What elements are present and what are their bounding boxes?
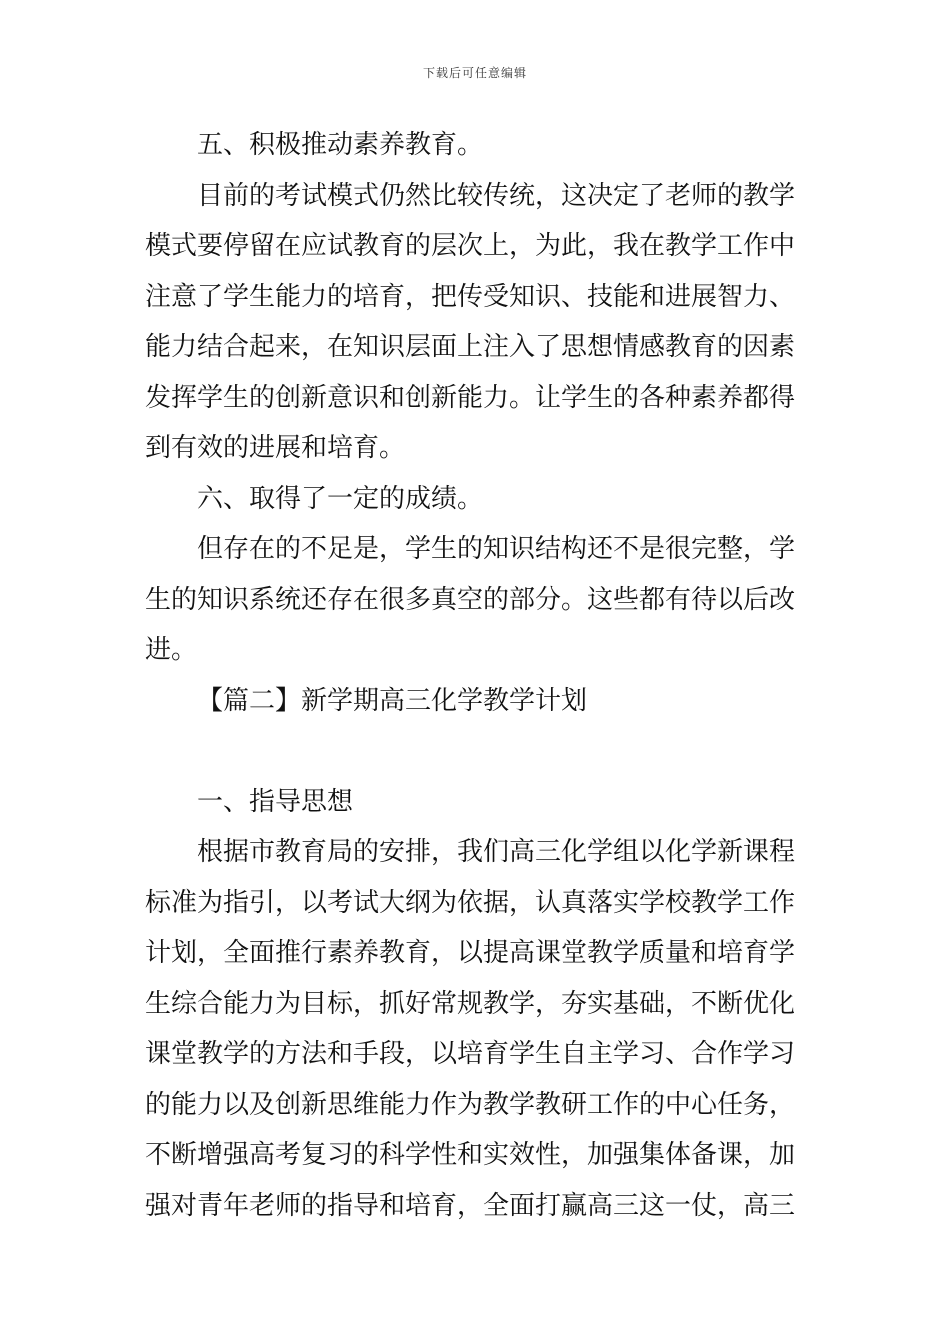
paragraph-line: 的能力以及创新思维能力作为教学教研工作的中心任务， bbox=[145, 1089, 796, 1120]
paragraph-line: 到有效的进展和培育。 bbox=[145, 433, 406, 463]
paragraph-line: 模式要停留在应试教育的层次上，为此，我在教学工作中 bbox=[145, 231, 796, 261]
paragraph-line: 但存在的不足是，学生的知识结构还不是很完整，学 bbox=[197, 534, 796, 564]
paragraph-line: 注意了学生能力的培育，把传受知识、技能和进展智力、 bbox=[145, 281, 796, 312]
paragraph-line: 生的知识系统还存在很多真空的部分。这些都有待以后改 bbox=[145, 584, 796, 615]
paragraph-line: 强对青年老师的指导和培育，全面打赢高三这一仗，高三 bbox=[145, 1190, 796, 1221]
page-header-note: 下载后可任意编辑 bbox=[422, 66, 527, 80]
section-heading: 一、指导思想 bbox=[197, 786, 354, 817]
paragraph-line: 不断增强高考复习的科学性和实效性，加强集体备课，加 bbox=[145, 1140, 796, 1170]
section-heading: 六、取得了一定的成绩。 bbox=[197, 483, 484, 514]
paragraph-line: 发挥学生的创新意识和创新能力。让学生的各种素养都得 bbox=[145, 382, 796, 413]
document-body bbox=[145, 120, 813, 1231]
paragraph-line: 生综合能力为目标，抓好常规教学，夯实基础，不断优化 bbox=[145, 988, 796, 1019]
blank-line bbox=[145, 726, 813, 777]
paragraph-line: 标准为指引，以考试大纲为依据，认真落实学校教学工作 bbox=[145, 887, 796, 918]
part-title: 【篇二】新学期高三化学教学计划 bbox=[197, 685, 588, 716]
paragraph-line: 能力结合起来，在知识层面上注入了思想情感教育的因素 bbox=[145, 332, 796, 362]
paragraph-line: 根据市教育局的安排，我们高三化学组以化学新课程 bbox=[197, 837, 796, 867]
paragraph-line: 进。 bbox=[145, 635, 198, 665]
paragraph-line: 计划，全面推行素养教育，以提高课堂教学质量和培育学 bbox=[145, 938, 796, 968]
paragraph-line: 课堂教学的方法和手段，以培育学生自主学习、合作学习 bbox=[145, 1039, 796, 1069]
section-heading: 五、积极推动素养教育。 bbox=[197, 130, 484, 160]
paragraph-line: 目前的考试模式仍然比较传统，这决定了老师的教学 bbox=[197, 180, 796, 211]
